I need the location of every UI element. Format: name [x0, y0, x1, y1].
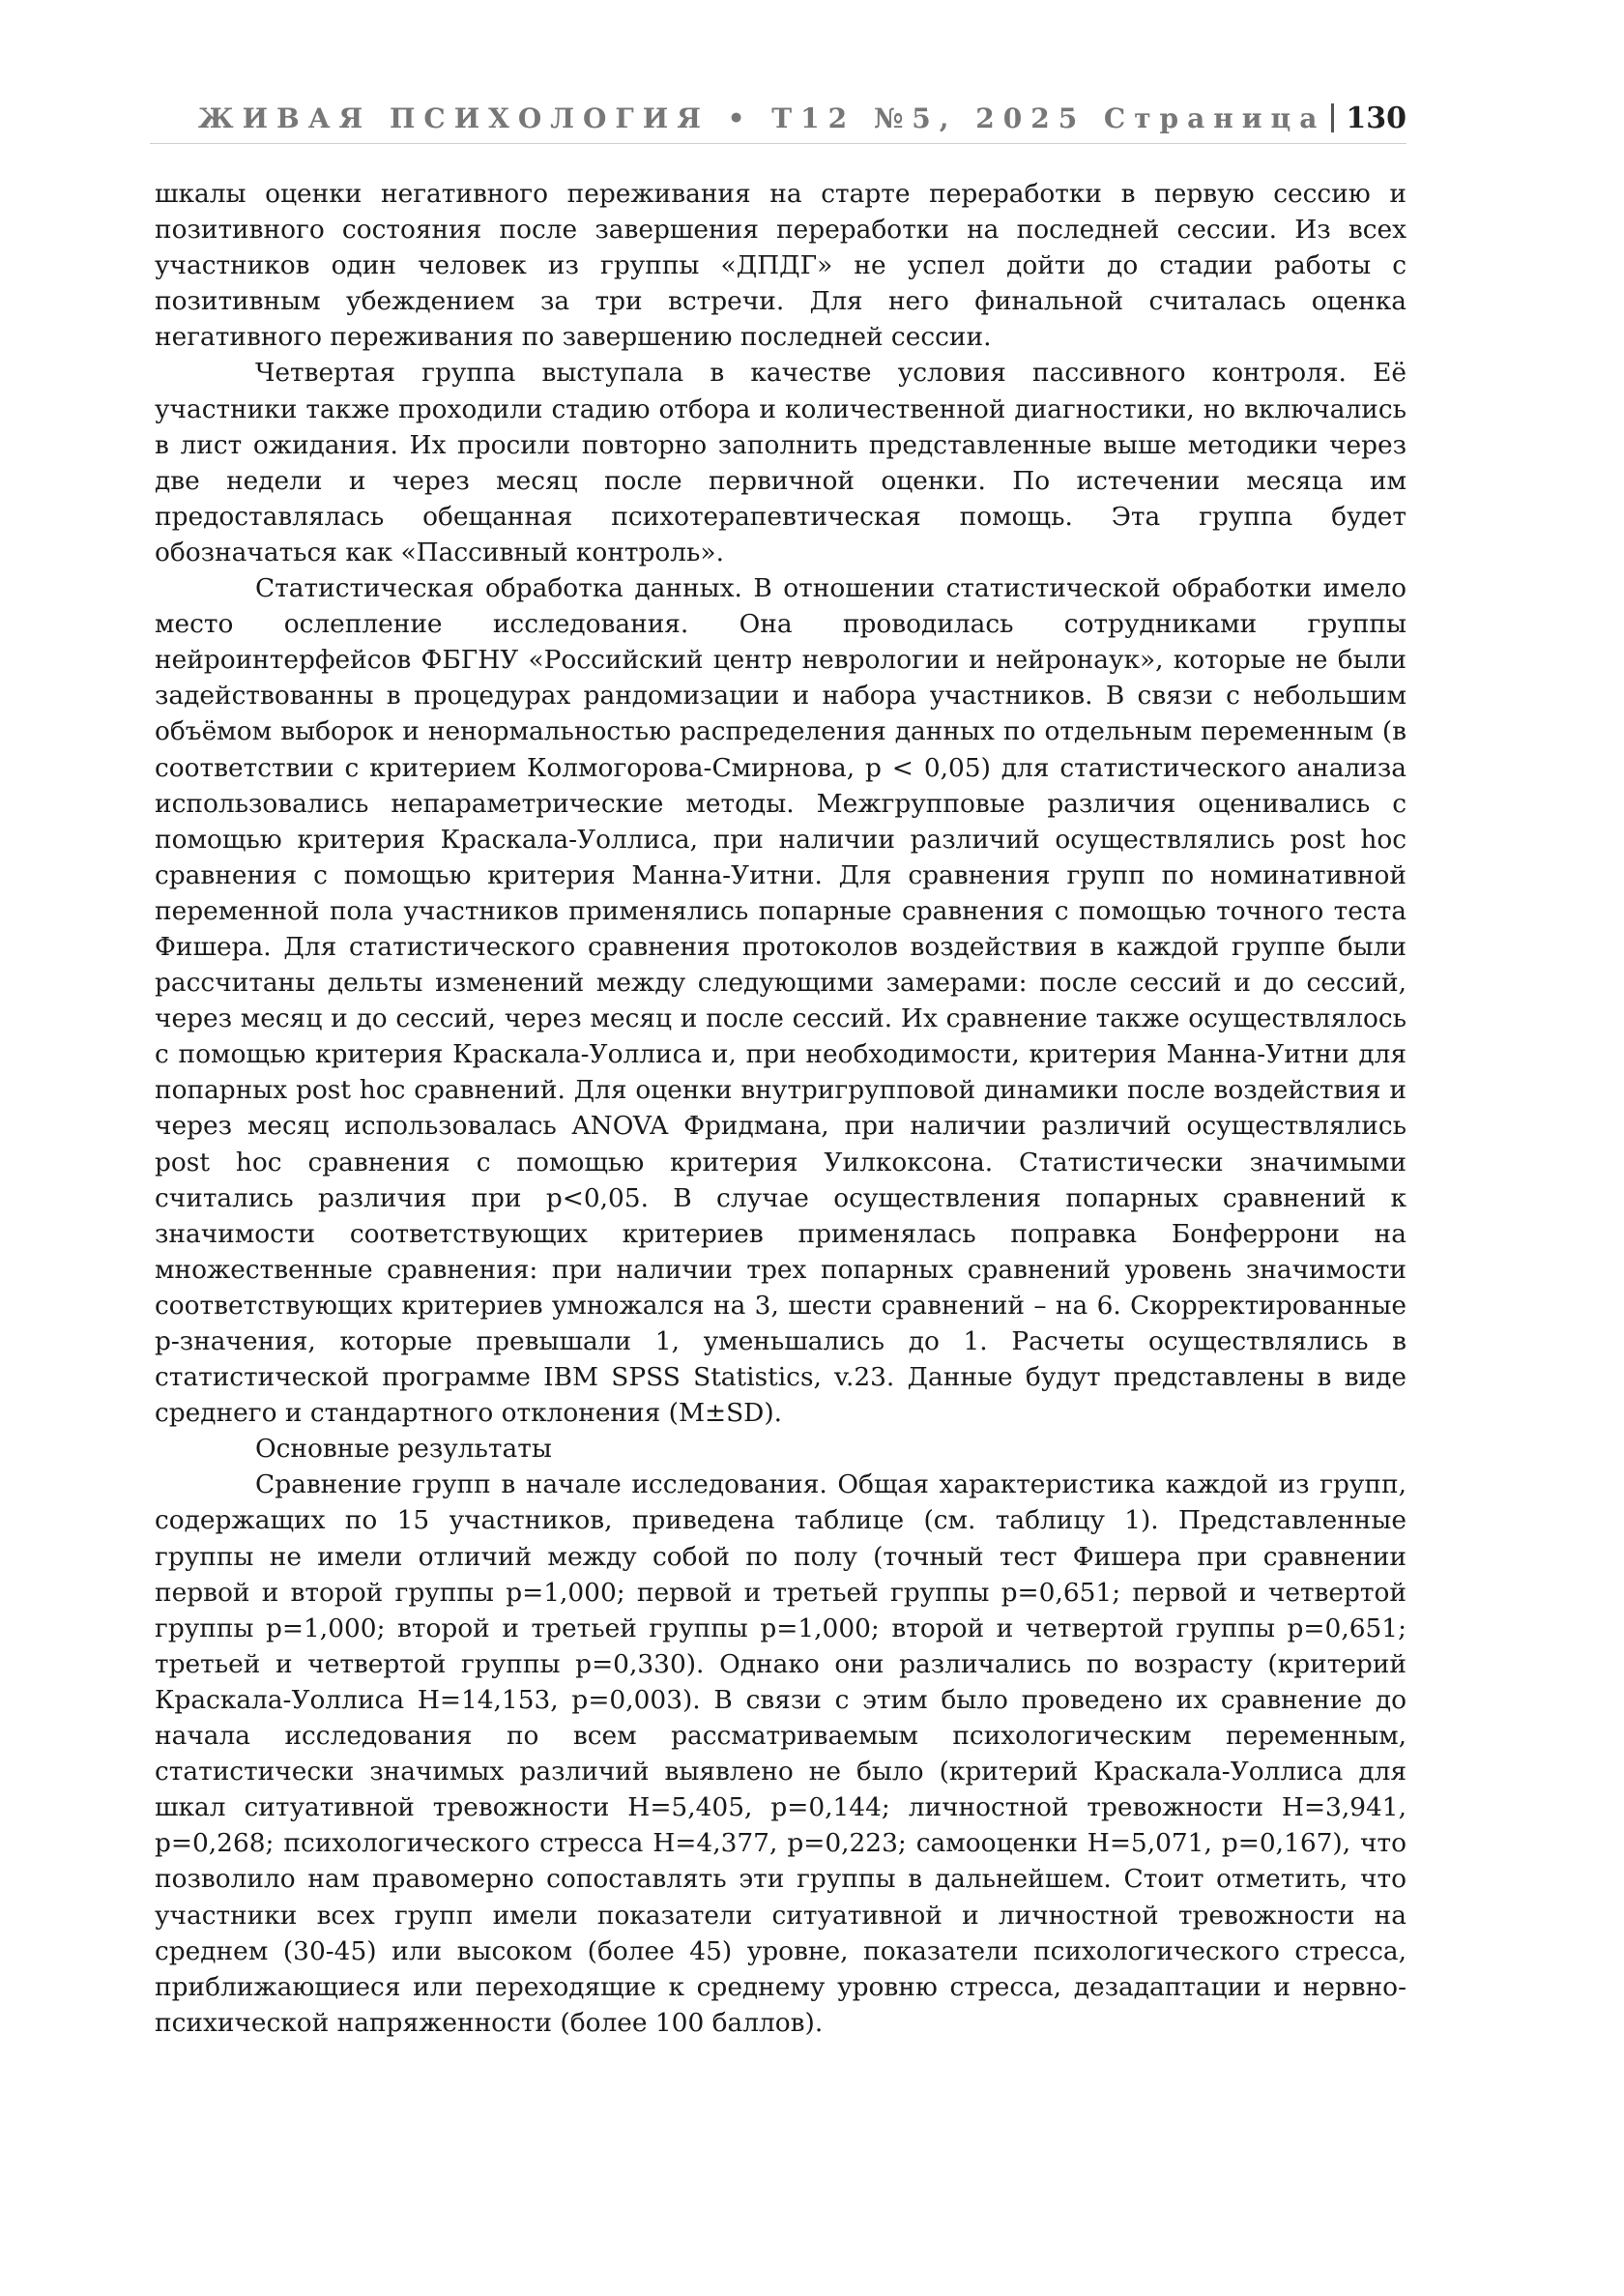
article-body [155, 176, 1406, 2041]
journal-title: ЖИВАЯ ПСИХОЛОГИЯ • Т12 №5, 2025 Страница [197, 102, 1326, 134]
paragraph-passive-control: Четвертая группа выступала в качестве условия пассивного контроля. Её участники также проходили стадию отбора и количественной диагностики, но включались в лист ожидания. Их просили повторно заполнить представленные выше методики через две недели и через месяц после первичной оценки. По истечении месяца им предоставлялась обещанная психотерапевтическая помощь. Эта группа будет обозначаться как «Пассивный контроль». [155, 358, 1406, 567]
section-heading-results: Основные результаты [255, 1434, 552, 1465]
running-header [150, 95, 1406, 144]
page-number: 130 [1346, 102, 1406, 135]
header-separator [1331, 103, 1334, 132]
paragraph-continuation: шкалы оценки негативного переживания на старте переработки в первую сессию и позитивного состояния после завершения переработки на последней сессии. Из всех участников один человек из группы «ДПДГ» не успел дойти до стадии работы с позитивным убеждением за три встречи. Для него финальной считалась оценка негативного переживания по завершению последней сессии. [155, 179, 1406, 353]
paragraph-statistics: Статистическая обработка данных. В отношении статистической обработки имело место ослепление исследования. Она проводилась сотрудниками группы нейроинтерфейсов ФБГНУ «Российский центр неврологии и нейронаук», которые не были задействованны в процедурах рандомизации и набора участников. В связи с небольшим объёмом выборок и ненормальностью распределения данных по отдельным переменным (в соответствии с критерием Колмогорова-Смирнова, p < 0,05) для статистического анализа использовались непараметрические методы. Межгрупповые различия оценивались с помощью критерия Краскала-Уоллиса, при наличии различий осуществлялись post hoc сравнения с помощью критерия Манна-Уитни. Для сравнения групп по номинативной переменной пола участников применялись попарные сравнения с помощью точного теста Фишера. Для статистического сравнения протоколов воздействия в каждой группе были рассчитаны дельты изменений между следующими замерами: после сессий и до сессий, через месяц и до сессий, через месяц и после сессий. Их сравнение также осуществлялось с помощью критерия Краскала-Уоллиса и, при необходимости, критерия Манна-Уитни для попарных post hoc сравнений. Для оценки внутригрупповой динамики после воздействия и через месяц использовалась ANOVA Фридмана, при наличии различий осуществлялись post hoc сравнения с помощью критерия Уилкоксона. Статистически значимыми считались различия при p<0,05. В случае осуществления попарных сравнений к значимости соответствующих критериев применялась поправка Бонферрони на множественные сравнения: при наличии трех попарных сравнений уровень значимости соответствующих критериев умножался на 3, шести сравнений – на 6. Скорректированные p-значения, которые превышали 1, уменьшались до 1. Расчеты осуществлялись в статистической программе IBM SPSS Statistics, v.23. Данные будут представлены в виде среднего и стандартного отклонения (M±SD). [155, 573, 1406, 1429]
paragraph-group-comparison: Сравнение групп в начале исследования. Общая характеристика каждой из групп, содержащих по 15 участников, приведена таблице (см. таблицу 1). Представленные группы не имели отличий между собой по полу (точный тест Фишера при сравнении первой и второй группы p=1,000; первой и третьей группы p=0,651; первой и четвертой группы p=1,000; второй и третьей группы p=1,000; второй и четвертой группы p=0,651; третьей и четвертой группы p=0,330). Однако они различались по возрасту (критерий Краскала-Уоллиса H=14,153, p=0,003). В связи с этим было проведено их сравнение до начала исследования по всем рассматриваемым психологическим переменным, статистически значимых различий выявлено не было (критерий Краскала-Уоллиса для шкал ситуативной тревожности H=5,405, p=0,144; личностной тревожности H=3,941, p=0,268; психологического стресса H=4,377, p=0,223; самооценки H=5,071, p=0,167), что позволило нам правомерно сопоставлять эти группы в дальнейшем. Стоит отметить, что участники всех групп имели показатели ситуативной и личностной тревожности на среднем (30-45) или высоком (более 45) уровне, показатели психологического стресса, приближающиеся или переходящие к среднему уровню стресса, дезадаптации и нервно-психической напряженности (более 100 баллов). [155, 1469, 1406, 2038]
